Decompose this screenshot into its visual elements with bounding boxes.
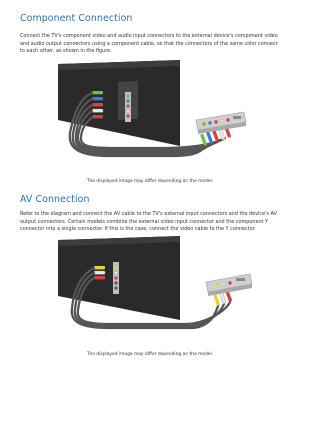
- av-connection-figure: [0, 236, 300, 348]
- component-connection-figure: [0, 58, 300, 178]
- component-figure-caption: The displayed image may differ depending on the model.: [86, 179, 214, 184]
- section-title-component: Component Connection: [20, 13, 133, 24]
- tv-plugs: [94, 266, 105, 279]
- section-title-av: AV Connection: [20, 194, 90, 205]
- av-figure-caption: The displayed image may differ depending on the model.: [86, 352, 214, 357]
- section-body-av: Refer to the diagram and connect the AV cable to the TV's external input connectors and the device's AV output connectors. Certain models combine the external video input connector and the component Y connector into a single connector. If this is the case, connect the video cable to the Y connector.: [20, 211, 277, 233]
- section-body-component: Connect the TV's component video and audio input connectors to the external device's component video and audio output connectors using a component cable, so that the connectors of the same color connect to each other, as shown in the figure.: [20, 33, 278, 55]
